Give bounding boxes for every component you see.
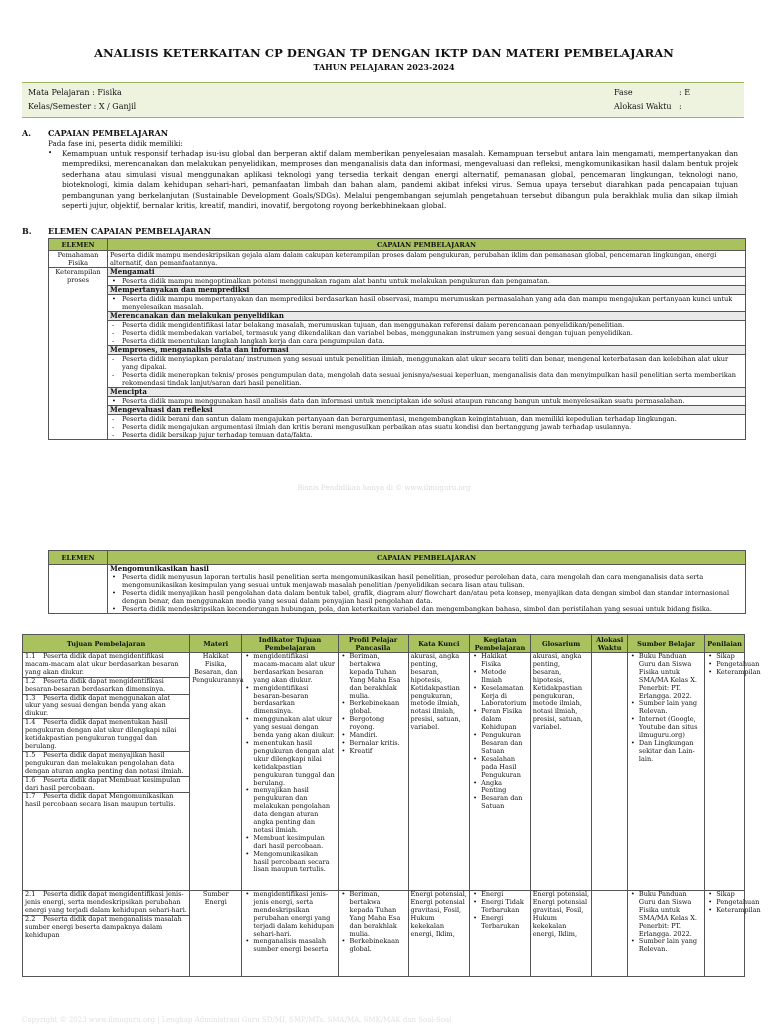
list-item: • Keterampilan — [707, 907, 742, 915]
tp-text: Peserta didik dapat mengidentifikasi jenis-jenis energi, serta mendeskripsikan perubahan energi yang terjadi dalam kehidupan sehari-hari. — [25, 890, 187, 914]
mapel-label: Mata Pelajaran : Fisika — [28, 88, 122, 97]
list-item: • Peran Fisika dalam Kehidupan — [472, 708, 528, 732]
group-head: Mengevaluasi dan refleksi — [108, 405, 745, 414]
tp-text: Peserta didik dapat Mengomunikasikan hasil percobaan secara lisan maupun tertulis. — [25, 792, 176, 809]
col-kegiatan: Kegiatan Pembelajaran — [470, 635, 531, 653]
group-head: Mencipta — [108, 387, 745, 396]
tp-number: 1.1 — [25, 652, 36, 660]
list-item: • Membuat kesimpulan dari hasil percobaan. — [244, 835, 335, 851]
group-item: - Peserta didik berani dan santun dalam mengajukan pertanyaan dan berargumentasi, mengembangkan keingintahuan, dan memiliki kepedulian terhadap lingkungan. — [108, 414, 745, 423]
tp-number: 1.5 — [25, 750, 36, 759]
penilaian-cell — [705, 890, 761, 977]
col-alokasi: Alokasi Waktu — [592, 635, 628, 653]
indikator-cell — [242, 653, 338, 891]
cp-header: CAPAIAN PEMBELAJARAN — [108, 551, 746, 565]
col-indikator: Indikator Tujuan Pembelajaran — [242, 635, 338, 653]
sumber-cell — [627, 653, 704, 891]
section-a-body: Kemampuan untuk responsif terhadap isu-isu global dan berperan aktif dalam memberikan penyelesaian masalah. Kemampuan tersebut antara lain mengamati, mempertanyakan dan memprediksi, merencanakan dan melakukan penyelidikan, memproses dan menganalisis data dan informasi, mengevaluasi dan refleksi, mengkomunikasikan hasil dalam bentuk projek sederhana atau simulasi visual menggunakan aplikasi teknologi yang tersedia terkait dengan energi alternatif, pemanasan global, pencemaran lingkungan, teknologi nano, bioteknologi, kimia dalam kehidupan sehari-hari, pemanfaatan limbah dan bahan alam, pandemi akibat infeksi virus. Semua upaya tersebut diarahkan pada pencapaian tujuan pembangunan yang berkelanjutan (Sustainable Development Goals/SDGs). Melalui pengembangan sejumlah pengetahuan tersebut dibangun pula berakhlak mulia dan sikap ilmiah seperti jujur, objektif, bernalar kritis, kreatif, mandiri, inovatif, bergotong royong berkebhinekaan global. — [62, 149, 738, 211]
tp-number: 2.1 — [25, 890, 36, 898]
tp-number: 1.2 — [25, 676, 36, 685]
watermark: Bisnis Pendidikan hanya di © www.ilmuguru.org — [297, 484, 471, 492]
elemen-keterampilan: Keterampilan proses — [49, 268, 108, 440]
cp-header: CAPAIAN PEMBELAJARAN — [108, 239, 746, 251]
list-item: • Beriman, bertakwa kepada Tuhan Yang Maha Esa dan berakhlak mulia. — [341, 653, 406, 700]
col-tujuan: Tujuan Pembelajaran — [23, 635, 190, 653]
kelas-label: Kelas/Semester : X / Ganjil — [28, 102, 137, 111]
tp-text: Peserta didik dapat menyajikan hasil pengukuran dan melakukan pengolahan data dengan aturan angka penting dan notasi ilmiah. — [25, 750, 184, 775]
alokasi-cell — [592, 891, 628, 977]
list-item: • Angka Penting — [472, 780, 528, 796]
elemen-header: ELEMEN — [49, 239, 108, 251]
section-a-number: A. — [22, 128, 31, 138]
pemahaman-text: Peserta didik mampu mendeskripsikan gejala alam dalam cakupan keterampilan proses dalam pengukuran, perubahan iklim dan pemanasan global, pencemaran lingkungan, energi alternatif, dan pemanfaatannya. — [108, 251, 746, 268]
tp-text: Peserta didik dapat menentukan hasil pengukuran dengan alat ukur dilengkapi nilai ketidakpastian pengukuran tunggal dan berulang. — [25, 718, 177, 750]
komunikasi-group — [108, 565, 746, 614]
elemen-empty — [49, 565, 108, 614]
tp-text: Peserta didik dapat Membuat kesimpulan dari hasil percobaan. — [25, 775, 181, 792]
tp-number: 1.6 — [25, 775, 36, 784]
tp-text: Peserta didik dapat menganalisis masalah sumber energi beserta dampaknya dalam kehidupan — [25, 914, 182, 939]
section-b-title: ELEMEN CAPAIAN PEMBELAJARAN — [48, 226, 211, 236]
group-item: - Peserta didik menentukan langkah langkah kerja dan cara pengumpulan data. — [108, 337, 745, 345]
kegiatan-cell — [470, 653, 531, 891]
group-item: • Peserta didik mampu mengoptimalkan potensi menggunakan ragam alat bantu untuk melakukan pengukuran dan pengamatan. — [108, 276, 745, 285]
sumber-cell — [627, 891, 704, 977]
list-item: • Sumber lain yang Relevan. — [630, 700, 702, 716]
table-row — [23, 653, 745, 891]
indikator-cell — [242, 891, 338, 977]
elemen-header: ELEMEN — [49, 551, 108, 565]
list-item: • Keselamatan Kerja di Laboratorium — [472, 685, 528, 709]
tp-number: 1.4 — [25, 718, 36, 727]
list-item: • Sikap — [707, 653, 742, 661]
list-item: • Pengukuran Besaran dan Satuan — [472, 732, 528, 756]
glosarium-cell: Energi potensial, Energi potensial gravitasi, Fosil, Hukum kekekalan energi, Iklim, — [530, 891, 592, 977]
list-item: • Metode Ilmiah — [472, 669, 528, 685]
group-item: - Peserta didik bersikap jujur terhadap temuan data/fakta. — [108, 431, 745, 439]
col-materi: Materi — [190, 635, 242, 653]
list-item: • Besaran dan Satuan — [472, 795, 528, 811]
section-a-title: CAPAIAN PEMBELAJARAN — [48, 128, 169, 138]
fase-label: Fase — [614, 88, 633, 97]
group-item: • Peserta didik menyajikan hasil pengolahan data dalam bentuk tabel, grafik, diagram alur/ flowchart dan/atau peta konsep, menyajikan data dengan simbol dan standar internasional dengan benar, dan menggunakan media yang sesuai dalam penyajian hasil pengolahan data. — [108, 589, 745, 605]
group-item: - Peserta didik menyiapkan peralatan/ instrumen yang sesuai untuk penelitian ilmiah, menggunakan alat ukur secara teliti dan benar, mengenal keterbatasan dan kelebihan alat ukur yang dipakai. — [108, 354, 745, 371]
group-head: Memproses, menganalisis data dan informasi — [108, 345, 745, 354]
bullet-icon: • — [48, 149, 53, 157]
list-item: • Kesalahan pada Hasil Pengukuran — [472, 756, 528, 780]
list-item: • Buku Panduan Guru dan Siswa Fisika untuk SMA/MA Kelas X. Penerbit: PT. Erlangga. 2022. — [630, 891, 702, 938]
group-item: • Peserta didik mampu mempertanyakan dan memprediksi berdasarkan hasil observasi, mampu merumuskan permasalahan yang ada dan mampu mengajukan pertanyaan kunci untuk menyelesaikan masalah. — [108, 294, 745, 311]
list-item: • mengidentifikasi jenis-jenis energi, serta mendeskripsikan perubahan energi yang terjadi dalam kehidupan sehari-hari. — [244, 891, 335, 938]
list-item: • Berkebinekaan global. — [341, 700, 406, 716]
list-item: • menentukan hasil pengukuran dengan alat ukur dilengkapi nilai ketidakpastian pengukuran tunggal dan berulang. — [244, 740, 335, 787]
materi-cell: Sumber Energi — [190, 891, 242, 977]
tp-number: 2.2 — [25, 914, 36, 923]
list-item: • Mandiri. — [341, 732, 406, 740]
list-item: • Internet (Google, Youtube dan situs ilmuguru.org) — [630, 716, 702, 740]
list-item: • mengidentifikasi besaran-besaran berdasarkan dimensinya. — [244, 685, 335, 717]
tp-list — [23, 653, 190, 891]
alokasi-value: : — [679, 102, 682, 111]
group-head: Mempertanyakan dan memprediksi — [108, 285, 745, 294]
elemen-table-continued — [48, 550, 746, 614]
list-item: • Pengetahuan — [707, 661, 742, 669]
list-item: • Bernalar kritis. — [341, 740, 406, 748]
col-penilaian: Penilaian — [705, 635, 745, 653]
col-profil: Profil Pelajar Pancasila — [338, 635, 408, 653]
tp-number: 1.7 — [25, 792, 36, 801]
keterampilan-groups — [108, 268, 746, 440]
list-item: • Sikap — [707, 891, 742, 899]
group-head: Merencanakan dan melakukan penyelidikan — [108, 311, 745, 320]
list-item: • mengidentifikasi macam-macam alat ukur berdasarkan besaran yang akan diukur. — [244, 653, 335, 685]
kata-kunci-cell: Energi potensial, Energi potensial gravitasi, Fosil, Hukum kekekalan energi, Iklim, — [408, 891, 470, 977]
table-row — [23, 891, 745, 977]
elemen-table — [48, 238, 746, 440]
group-item: • Peserta didik mampu menggunakan hasil analisis data dan informasi untuk menciptakan ide solusi ataupun rancang bangun untuk menyelesaikan suatu permasalahan. — [108, 396, 745, 405]
col-sumber: Sumber Belajar — [627, 635, 704, 653]
list-item: • menggunakan alat ukur yang sesuai dengan benda yang akan diukur. — [244, 716, 335, 740]
tp-text: Peserta didik dapat menggunakan alat ukur yang sesuai dengan benda yang akan diukur. — [25, 693, 171, 718]
group-item: - Peserta didik mengajukan argumentasi ilmiah dan kritis berani mengusulkan perbaikan atas suatu kondisi dan bertanggung jawab terhadap usulannya. — [108, 423, 745, 431]
glosarium-cell: akurasi, angka penting, besaran, hipotesis, Ketidakpastian pengukuran, metode ilmiah, notasi ilmiah, presisi, satuan, variabel. — [530, 653, 592, 891]
group-head: Mengamati — [108, 268, 745, 276]
list-item: • Energi — [472, 891, 528, 899]
profil-cell — [338, 653, 408, 891]
alokasi-cell — [592, 653, 628, 891]
list-item: • Pengetahuan — [707, 899, 742, 907]
section-a-intro: Pada fase ini, peserta didik memiliki: — [48, 139, 183, 148]
group-item: - Peserta didik membedakan variabel, termasuk yang dikendalikan dan variabel bebas, menggunakan instrumen yang sesuai dengan tujuan penyelidikan. — [108, 329, 745, 337]
group-item: - Peserta didik mengidentifikasi latar belakang masalah, merumuskan tujuan, dan menggunakan referensi dalam perencanaan penyelidikan/penelitian. — [108, 320, 745, 329]
list-item: • Keterampilan — [707, 669, 742, 677]
footer-copyright: Copyright © 2023 www.ilmuguru.org | Lengkap Administrasi Guru SD/MI, SMP/MTs, SMA/MA, SMK/MAK dan Soal-Soal — [22, 1016, 452, 1024]
penilaian-cell — [705, 652, 761, 891]
list-item: • Hakikat Fisika — [472, 653, 528, 669]
tp-text: Peserta didik dapat mengidentifikasi macam-macam alat ukur berdasarkan besaran yang akan diukur. — [25, 652, 179, 676]
group-item: - Peserta didik menerapkan teknis/ proses pengumpulan data, mengolah data sesuai jenisnya/sesuai keperluan, menganalisis data dan menyimpulkan hasil penelitian serta memberikan rekomendasi tindak lanjut/saran dari hasil penelitian. — [108, 371, 745, 387]
list-item: • Berkebinekaan global. — [341, 938, 406, 954]
list-item: • menganalisis masalah sumber energi beserta — [244, 938, 335, 954]
tp-list — [23, 891, 190, 977]
list-item: • menyajikan hasil pengukuran dan melakukan pengolahan data dengan aturan angka penting dan notasi ilmiah. — [244, 787, 335, 834]
group-item: • Peserta didik mendeskripsikan kecenderungan hubungan, pola, dan keterkaitan variabel dan mengembangkan bahasa, simbol dan peristilahan yang sesuai untuk bidang fisika. — [108, 605, 745, 613]
list-item: • Bergotong royong. — [341, 716, 406, 732]
group-head: Mengomunikasikan hasil — [108, 565, 745, 573]
elemen-pemahaman: Pemahaman Fisika — [49, 251, 108, 268]
tp-number: 1.3 — [25, 693, 36, 702]
tp-text: Peserta didik dapat mengidentifikasi besaran-besaran berdasarkan dimensinya. — [25, 676, 166, 693]
profil-cell — [338, 891, 408, 977]
fase-value: : E — [679, 88, 691, 97]
document-title: ANALISIS KETERKAITAN CP DENGAN TP DENGAN IKTP DAN MATERI PEMBELAJARAN — [94, 46, 674, 60]
kegiatan-cell — [470, 891, 531, 977]
col-kata-kunci: Kata Kunci — [408, 635, 470, 653]
tp-table — [22, 634, 761, 977]
section-b-number: B. — [22, 226, 32, 236]
list-item: • Sumber lain yang Relevan. — [630, 938, 702, 954]
kata-kunci-cell: akurasi, angka penting, besaran, hipotesis, Ketidakpastian pengukuran, metode ilmiah, notasi ilmiah, presisi, satuan, variabel. — [408, 653, 470, 891]
materi-cell: Hakikat Fisika, Besaran, dan Pengukurannya — [190, 653, 242, 891]
col-glosarium: Glosarium — [530, 635, 592, 653]
alokasi-label: Alokasi Waktu — [614, 102, 672, 111]
list-item: • Kreatif — [341, 748, 406, 756]
info-box — [22, 82, 744, 118]
list-item: • Mengomunikasikan hasil percobaan secara lisan maupun tertulis. — [244, 851, 335, 875]
list-item: • Buku Panduan Guru dan Siswa Fisika untuk SMA/MA Kelas X. Penerbit: PT. Erlangga. 2022. — [630, 653, 702, 700]
list-item: • Dan Lingkungan sekitar dan Lain-lain. — [630, 740, 702, 764]
group-item: • Peserta didik menyusun laporan tertulis hasil penelitian serta mengomunikasikan hasil penelitian, prosedur perolehan data, cara mengolah dan cara menganalisis data serta mengomunikasikan kesimpulan yang sesuai untuk menjawab masalah penelitian /penyelidikan secara lisan atau tulisan. — [108, 573, 745, 589]
list-item: • Beriman, bertakwa kepada Tuhan Yang Maha Esa dan berakhlak mulia. — [341, 891, 406, 938]
list-item: • Energi Terbarukan — [472, 915, 528, 931]
list-item: • Energi Tidak Terbarukan — [472, 899, 528, 915]
document-subtitle: TAHUN PELAJARAN 2023-2024 — [313, 62, 455, 72]
